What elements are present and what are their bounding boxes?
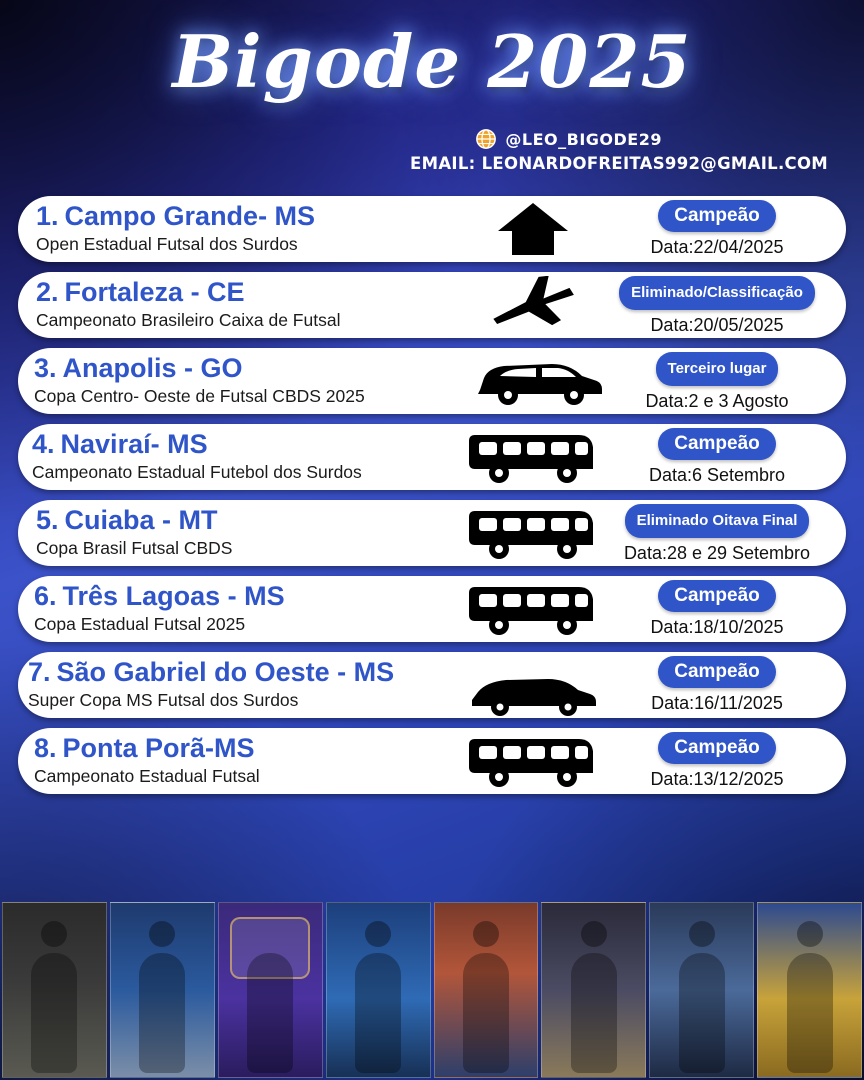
- row-city: Fortaleza - CE: [64, 277, 245, 307]
- row-date: Data:2 e 3 Agosto: [645, 391, 789, 411]
- row-number: 3.: [34, 353, 57, 383]
- row-result: [602, 732, 832, 790]
- row-title: [34, 352, 504, 384]
- photo-2: [110, 902, 215, 1078]
- row-date: Data:22/04/2025: [650, 237, 784, 257]
- row-event: Open Estadual Futsal dos Surdos: [36, 234, 298, 254]
- row-title: [34, 732, 504, 764]
- photo-6: [541, 902, 646, 1078]
- row-city: Cuiaba - MT: [64, 505, 218, 535]
- bus-icon: [458, 504, 608, 562]
- row-result: [602, 504, 832, 564]
- row-number: 7.: [28, 657, 51, 687]
- globe-icon: [475, 128, 497, 150]
- row-title: [34, 580, 504, 612]
- row-number: 8.: [34, 733, 57, 763]
- row-number: 6.: [34, 581, 57, 611]
- bus-icon: [458, 732, 608, 790]
- row-date: Data:13/12/2025: [650, 769, 784, 789]
- photo-8: [757, 902, 862, 1078]
- status-badge: Campeão: [658, 656, 776, 688]
- row-date: Data:6 Setembro: [648, 465, 786, 485]
- row-date: Data:18/10/2025: [650, 617, 784, 637]
- list-item: [18, 728, 846, 794]
- row-title: [36, 200, 506, 232]
- row-date: Data:28 e 29 Setembro: [623, 543, 811, 563]
- title-area: [0, 0, 864, 104]
- row-event: Campeonato Estadual Futebol dos Surdos: [32, 462, 362, 482]
- contact-block: [0, 128, 864, 173]
- row-event: Campeonato Estadual Futsal: [34, 766, 260, 786]
- row-city: Naviraí- MS: [60, 429, 208, 459]
- photo-3: [218, 902, 323, 1078]
- row-event: Copa Brasil Futsal CBDS: [36, 538, 233, 558]
- status-badge: Campeão: [658, 732, 776, 764]
- car-icon: [458, 664, 608, 722]
- row-event: Super Copa MS Futsal dos Surdos: [28, 690, 299, 710]
- photo-strip: [0, 902, 864, 1080]
- row-text: [34, 580, 504, 635]
- bus-icon: [458, 580, 608, 638]
- row-result: [602, 428, 832, 486]
- row-number: 2.: [36, 277, 59, 307]
- status-badge: Campeão: [658, 200, 776, 232]
- page-title: Bigode 2025: [172, 19, 692, 104]
- status-badge: Terceiro lugar: [656, 352, 779, 386]
- status-badge: Eliminado Oitava Final: [625, 504, 810, 538]
- list-item: [18, 576, 846, 642]
- list-item: [18, 652, 846, 718]
- status-badge: Campeão: [658, 580, 776, 612]
- bus-icon: [458, 428, 608, 486]
- row-event: Campeonato Brasileiro Caixa de Futsal: [36, 310, 341, 330]
- photo-4: [326, 902, 431, 1078]
- airplane-icon: [458, 276, 608, 334]
- photo-1: [2, 902, 107, 1078]
- row-event: Copa Centro- Oeste de Futsal CBDS 2025: [34, 386, 365, 406]
- row-city: São Gabriel do Oeste - MS: [56, 657, 395, 687]
- handle-row: [0, 128, 844, 150]
- car-icon: [464, 352, 614, 410]
- row-text: [34, 732, 504, 787]
- row-number: 5.: [36, 505, 59, 535]
- row-number: 4.: [32, 429, 55, 459]
- row-city: Três Lagoas - MS: [62, 581, 285, 611]
- list-item: [18, 424, 846, 490]
- status-badge: Campeão: [658, 428, 776, 460]
- row-text: [36, 504, 506, 559]
- row-city: Anapolis - GO: [62, 353, 243, 383]
- row-title: [36, 504, 506, 536]
- row-title: [36, 276, 506, 308]
- status-badge: Eliminado/Classificação: [619, 276, 815, 310]
- house-icon: [458, 200, 608, 258]
- row-date: Data:16/11/2025: [651, 693, 783, 713]
- row-text: [32, 428, 502, 483]
- photo-7: [649, 902, 754, 1078]
- row-event: Copa Estadual Futsal 2025: [34, 614, 246, 634]
- row-number: 1.: [36, 201, 59, 231]
- row-city: Campo Grande- MS: [64, 201, 316, 231]
- row-result: [602, 580, 832, 638]
- row-text: [36, 200, 506, 255]
- list-item: [18, 500, 846, 566]
- row-result: [602, 656, 832, 714]
- photo-5: [434, 902, 539, 1078]
- row-result: [602, 200, 832, 258]
- row-city: Ponta Porã-MS: [62, 733, 255, 763]
- row-date: Data:20/05/2025: [650, 315, 784, 335]
- email-text: EMAIL: LEONARDOFREITAS992@GMAIL.COM: [410, 154, 828, 173]
- row-text: [36, 276, 506, 331]
- instagram-handle: @LEO_BIGODE29: [505, 129, 662, 149]
- row-title: [32, 428, 502, 460]
- list-item: [18, 272, 846, 338]
- list-item: [18, 348, 846, 414]
- row-result: [602, 352, 832, 412]
- row-result: [602, 276, 832, 336]
- events-list: [0, 196, 864, 804]
- row-text: [34, 352, 504, 407]
- list-item: [18, 196, 846, 262]
